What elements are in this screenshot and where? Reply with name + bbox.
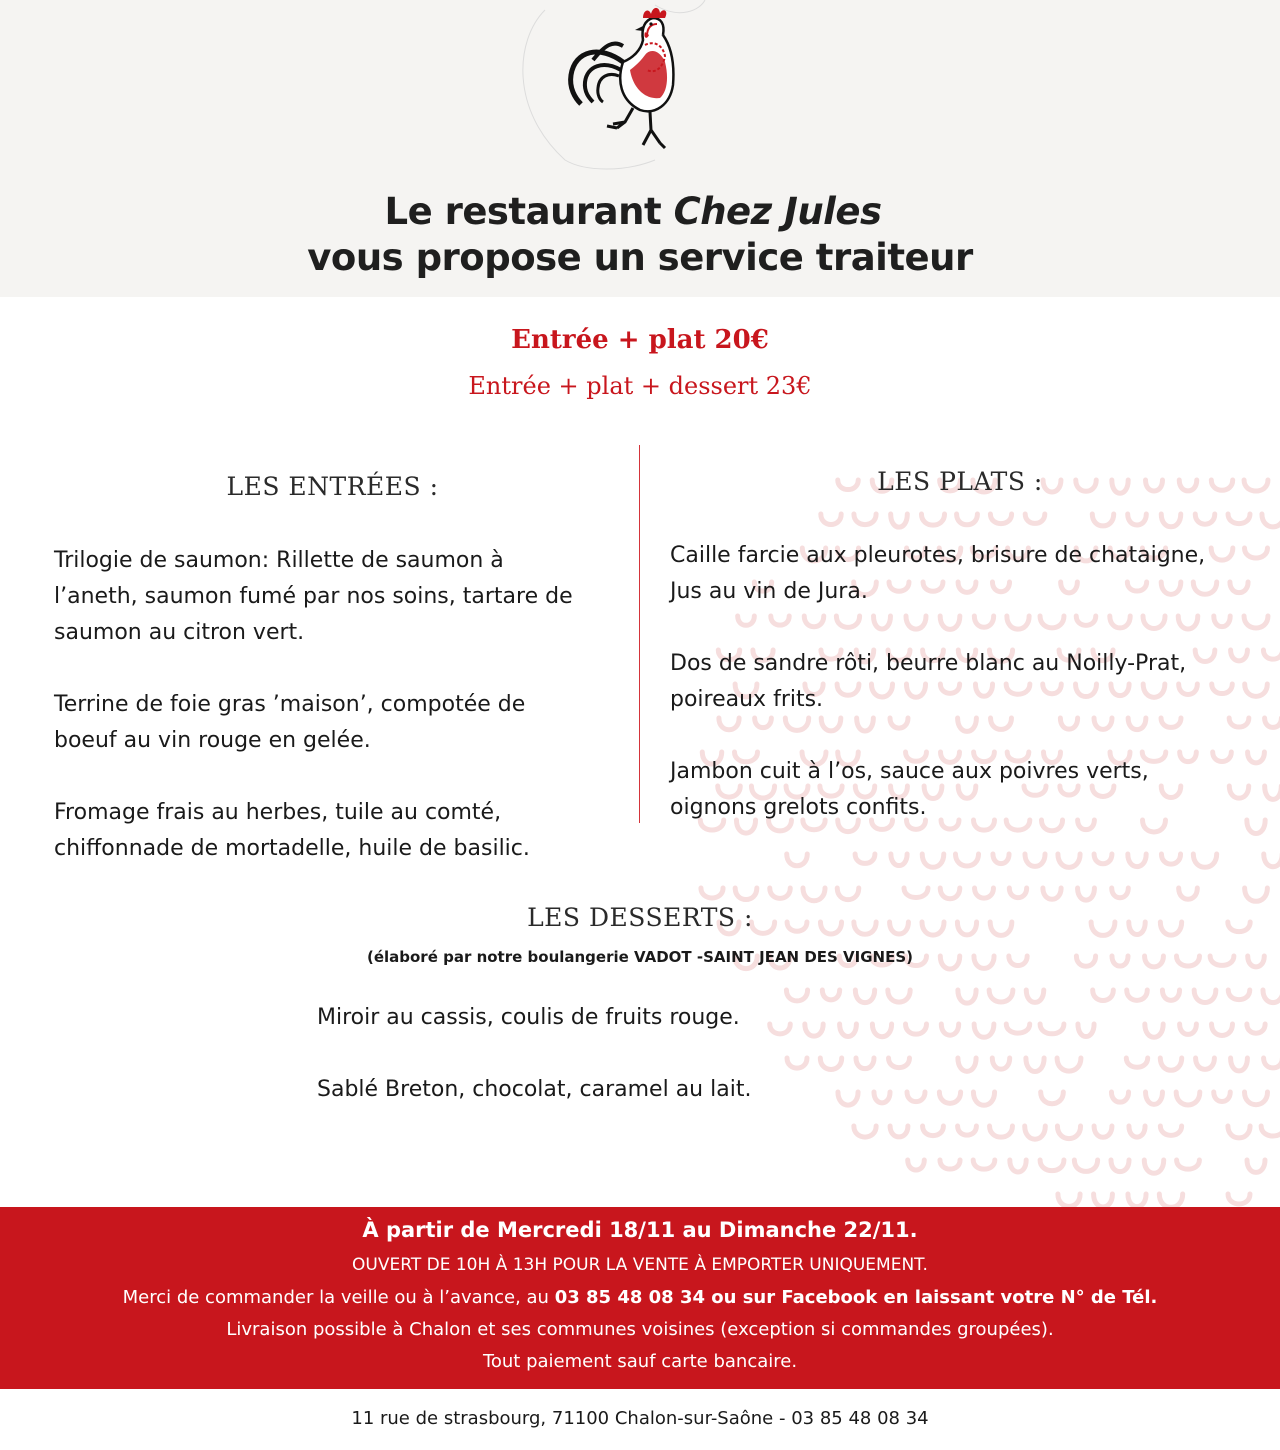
- pattern-stroke: [1129, 1126, 1145, 1137]
- formula-entree-plat: Entrée + plat 20€: [511, 325, 769, 355]
- desserts-note: (élaboré par notre boulangerie VADOT -SAINT JEAN DES VIGNES): [366, 948, 914, 966]
- pattern-stroke: [1146, 1092, 1163, 1104]
- pattern-stroke: [701, 888, 723, 898]
- pattern-stroke: [1043, 888, 1061, 899]
- pattern-stroke: [1195, 514, 1215, 524]
- entrees-list: [54, 543, 614, 903]
- pattern-stroke: [1194, 990, 1216, 1002]
- pattern-stroke: [1009, 888, 1026, 898]
- pattern-stroke: [1058, 1194, 1080, 1206]
- pattern-stroke: [1196, 1058, 1215, 1069]
- pattern-stroke: [1040, 1024, 1064, 1034]
- pattern-stroke: [921, 514, 944, 525]
- pattern-stroke: [1040, 1160, 1064, 1171]
- pattern-stroke: [908, 1160, 925, 1170]
- list-item: Jambon cuit à l’os, sauce aux poivres verts, oignons grelots confits.: [670, 759, 1149, 820]
- pattern-stroke: [1247, 1024, 1265, 1033]
- address: 11 rue de strasbourg, 71100 Chalon-sur-Saône - 03 85 48 08 34: [351, 1408, 929, 1429]
- payment-line: Tout paiement sauf carte bancaire.: [482, 1351, 798, 1372]
- pattern-stroke: [1177, 1160, 1200, 1169]
- pattern-stroke: [1111, 1160, 1129, 1172]
- list-item: Caille farcie aux pleurotes, brisure de chataigne, Jus au vin de Jura.: [670, 543, 1206, 604]
- rooster-icon: [505, 0, 715, 170]
- list-item: Terrine de foie gras ’maison’, compotée de boeuf au vin rouge en gelée.: [54, 692, 526, 753]
- pattern-stroke: [975, 888, 994, 898]
- pattern-stroke: [854, 514, 876, 525]
- pattern-stroke: [803, 888, 825, 901]
- pattern-stroke: [1074, 1160, 1097, 1171]
- pattern-stroke: [1093, 990, 1114, 1001]
- list-item: Miroir au cassis, coulis de fruits rouge.: [317, 1005, 740, 1030]
- pattern-stroke: [1160, 1126, 1181, 1135]
- pattern-stroke: [1127, 990, 1148, 1000]
- pattern-stroke: [1126, 1058, 1147, 1067]
- pattern-stroke: [1245, 888, 1268, 901]
- order-line: Merci de commander la veille ou à l’avance, au 03 85 48 08 34 ou sur Facebook en laissant votre N° de Tél.: [122, 1287, 1158, 1308]
- pattern-stroke: [940, 1160, 960, 1169]
- pattern-stroke: [1144, 1160, 1163, 1173]
- pattern-stroke: [770, 888, 790, 898]
- pattern-stroke: [1262, 514, 1280, 527]
- pattern-stroke: [1179, 888, 1198, 899]
- plats-heading: LES PLATS :: [877, 467, 1043, 496]
- pattern-stroke: [1176, 1092, 1200, 1105]
- column-divider: [639, 445, 640, 823]
- formula-entree-plat-dessert: Entrée + plat + dessert 23€: [468, 372, 812, 400]
- pattern-stroke: [1180, 1024, 1197, 1034]
- pattern-stroke: [1263, 990, 1280, 1003]
- hours-line: OUVERT DE 10H À 13H POUR LA VENTE À EMPORTER UNIQUEMENT.: [352, 1255, 928, 1275]
- pattern-stroke: [1078, 888, 1095, 900]
- pattern-stroke: [1228, 514, 1250, 524]
- desserts-list: [317, 1000, 1017, 1144]
- pattern-stroke: [1025, 514, 1045, 523]
- pattern-stroke: [973, 1160, 995, 1169]
- pattern-stroke: [837, 888, 858, 900]
- pattern-stroke: [1025, 1126, 1046, 1139]
- pattern-stroke: [1228, 1126, 1250, 1138]
- pattern-stroke: [1145, 1024, 1163, 1037]
- pattern-stroke: [1264, 1058, 1280, 1068]
- pattern-stroke: [1094, 1126, 1112, 1137]
- pattern-stroke: [821, 514, 841, 524]
- pattern-stroke: [957, 514, 978, 525]
- pattern-stroke: [1026, 990, 1043, 1002]
- list-item: Trilogie de saumon: Rillette de saumon à l’aneth, saumon fumé par nos soins, tartare de saumon au citron vert.: [54, 548, 573, 645]
- pattern-stroke: [1078, 1024, 1094, 1037]
- list-item: Fromage frais au herbes, tuile au comté, chiffonnade de mortadelle, huile de basilic.: [54, 800, 530, 861]
- pattern-stroke: [1160, 1058, 1181, 1070]
- pattern-stroke: [1162, 990, 1179, 1000]
- pattern-stroke: [1057, 1126, 1080, 1139]
- restaurant-name: Chez Jules: [673, 190, 882, 233]
- pattern-stroke: [1128, 1194, 1146, 1207]
- pattern-stroke: [1245, 1092, 1268, 1105]
- pattern-stroke: [735, 888, 757, 900]
- order-contact: 03 85 48 08 34 ou sur Facebook en laissant votre N° de Tél.: [554, 1287, 1158, 1308]
- pattern-stroke: [1128, 514, 1147, 525]
- pattern-stroke: [904, 888, 928, 898]
- pattern-stroke: [1247, 1160, 1265, 1172]
- pattern-stroke: [1231, 1058, 1248, 1071]
- pattern-stroke: [1010, 1160, 1026, 1172]
- entrees-heading: LES ENTRÉES :: [226, 472, 439, 501]
- dates-line: À partir de Mercredi 18/11 au Dimanche 22/11.: [362, 1218, 918, 1242]
- pattern-stroke: [990, 514, 1011, 524]
- list-item: Sablé Breton, chocolat, caramel au lait.: [317, 1077, 752, 1102]
- delivery-line: Livraison possible à Chalon et ses communes voisines (exception si commandes groupées).: [226, 1319, 1054, 1340]
- list-item: Dos de sandre rôti, beurre blanc au Noilly-Prat, poireaux frits.: [670, 651, 1187, 712]
- pattern-stroke: [891, 514, 908, 527]
- pattern-stroke: [1228, 1194, 1250, 1204]
- desserts-heading: LES DESSERTS :: [527, 903, 753, 932]
- pattern-stroke: [1057, 1058, 1081, 1071]
- pattern-stroke: [1261, 1126, 1280, 1136]
- pattern-stroke: [1159, 1194, 1182, 1207]
- pattern-stroke: [1212, 1024, 1233, 1035]
- pattern-stroke: [1161, 514, 1181, 527]
- page-title-line2: vous propose un service traiteur: [307, 236, 973, 279]
- pattern-stroke: [1214, 1092, 1231, 1101]
- page-title-line1: Le restaurant Chez Jules: [384, 190, 882, 233]
- pattern-stroke: [1111, 1092, 1128, 1102]
- info-band: [0, 1207, 1280, 1389]
- plats-list: [670, 538, 1270, 862]
- pattern-stroke: [940, 888, 960, 899]
- pattern-stroke: [1092, 514, 1113, 526]
- pattern-stroke: [1228, 990, 1250, 1000]
- pattern-stroke: [1112, 888, 1129, 898]
- pattern-stroke: [1041, 1092, 1064, 1104]
- pattern-stroke: [822, 990, 839, 1000]
- header-band: [0, 0, 1280, 297]
- pattern-stroke: [1094, 1194, 1113, 1207]
- pattern-stroke: [1026, 1058, 1044, 1071]
